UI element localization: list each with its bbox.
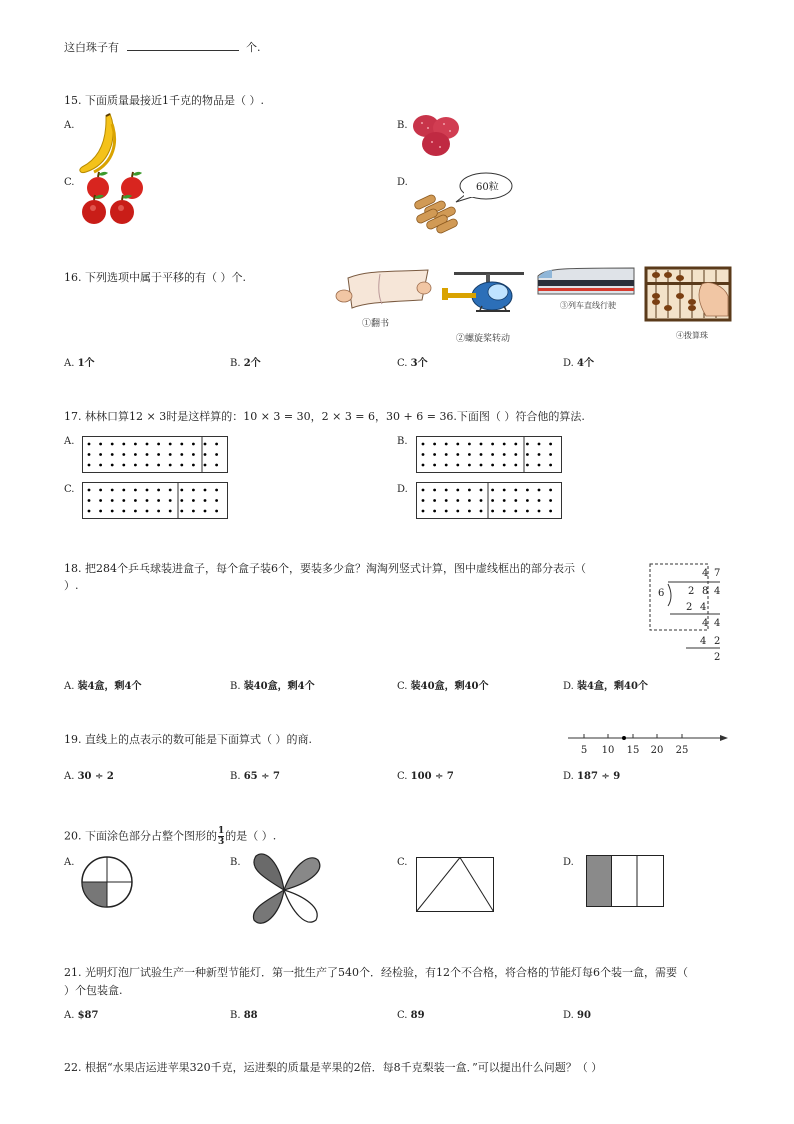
fraction-denominator: 3	[218, 837, 225, 847]
dot	[468, 489, 471, 492]
q21-option-b[interactable]: B. 88	[230, 1010, 258, 1021]
question-15-text: 15. 下面质量最接近1千克的物品是（ ）.	[64, 94, 264, 107]
dot	[549, 453, 552, 456]
dot	[503, 464, 506, 467]
divisor: 6	[658, 588, 665, 599]
dot	[480, 443, 483, 446]
dot	[549, 499, 552, 502]
flip-book-image	[328, 266, 432, 316]
tick-25: 25	[675, 745, 689, 756]
step2-digit-2: 4	[714, 618, 721, 629]
remainder: 2	[714, 652, 721, 663]
dot	[122, 489, 125, 492]
dot	[526, 499, 529, 502]
dot	[122, 443, 125, 446]
dot	[549, 489, 552, 492]
dot	[180, 443, 183, 446]
dot	[204, 443, 207, 446]
question-21-line1: 21. 光明灯泡厂试验生产一种新型节能灯．第一批生产了540个．经检验，有12个不合格，将合格的节能灯每6个装一盒，需要（	[64, 966, 688, 979]
q17-option-c-letter[interactable]: C.	[64, 484, 75, 495]
dot	[122, 453, 125, 456]
dot	[491, 510, 494, 513]
dot	[192, 443, 195, 446]
step3-digit-1: 4	[700, 636, 707, 647]
dot	[111, 464, 114, 467]
dot	[422, 453, 425, 456]
answer-blank[interactable]	[127, 40, 239, 51]
dot	[538, 489, 541, 492]
helicopter-image	[440, 266, 532, 328]
dot	[445, 489, 448, 492]
q19-option-d[interactable]: D. 187 ÷ 9	[563, 771, 621, 782]
dot	[192, 489, 195, 492]
dot	[111, 510, 114, 513]
dot	[204, 510, 207, 513]
dot	[192, 499, 195, 502]
dot	[422, 464, 425, 467]
dot	[111, 489, 114, 492]
step1-digit-1: 2	[686, 602, 693, 613]
q18-option-d[interactable]: D. 装4盒，剩40个	[563, 681, 648, 692]
q18-option-a[interactable]: A. 装4盒，剩4个	[64, 681, 142, 692]
apples-image	[76, 170, 156, 228]
dot	[503, 453, 506, 456]
dot	[468, 510, 471, 513]
dot	[192, 453, 195, 456]
dot	[526, 443, 529, 446]
banana-image	[76, 112, 122, 176]
tick-15: 15	[626, 745, 640, 756]
top-line-suffix: 个.	[246, 41, 261, 54]
dot	[422, 499, 425, 502]
dot-grid-c[interactable]	[82, 482, 228, 520]
dot	[526, 464, 529, 467]
dot	[456, 464, 459, 467]
dot	[491, 489, 494, 492]
dot	[169, 443, 172, 446]
dot	[491, 443, 494, 446]
dot	[180, 464, 183, 467]
dot	[169, 510, 172, 513]
q16-option-b[interactable]: B. 2个	[230, 358, 261, 369]
dot	[204, 499, 207, 502]
dot	[157, 499, 160, 502]
step1-digit-2: 4	[700, 602, 707, 613]
dot	[134, 489, 137, 492]
question-16-text: 16. 下列选项中属于平移的有（ ）个.	[64, 271, 246, 284]
dot	[122, 510, 125, 513]
question-21-line2: ）个包装盒.	[64, 984, 123, 997]
question-18-line1: 18. 把284个乒乓球装进盒子，每个盒子装6个，要装多少盒？淘淘列竖式计算，图中虚线框出的部分表示（	[64, 562, 586, 575]
dot	[514, 489, 517, 492]
dot	[146, 510, 149, 513]
picture-3-label: ③列车直线行驶	[560, 301, 616, 310]
dot	[480, 510, 483, 513]
dot	[88, 499, 91, 502]
dot	[146, 453, 149, 456]
dot	[215, 443, 218, 446]
quotient-digit-2: 7	[714, 568, 721, 579]
dot	[192, 464, 195, 467]
dot	[468, 499, 471, 502]
dot	[180, 489, 183, 492]
fraction-numerator: 1	[218, 826, 225, 836]
dot	[433, 510, 436, 513]
dot	[215, 489, 218, 492]
dot	[549, 464, 552, 467]
dot	[134, 453, 137, 456]
q20-option-a-letter[interactable]: A.	[64, 857, 75, 868]
dot	[111, 499, 114, 502]
dot	[480, 464, 483, 467]
dot	[99, 464, 102, 467]
dot	[549, 510, 552, 513]
q17-option-a-letter[interactable]: A.	[64, 436, 75, 447]
question-20-text: 20. 下面涂色部分占整个图形的 $\frac{1}{3}$ 的是（ ）.	[64, 826, 277, 847]
dot	[526, 489, 529, 492]
step2-digit-1: 4	[702, 618, 709, 629]
dividend-digit-3: 4	[714, 586, 721, 597]
dot	[468, 443, 471, 446]
quotient-digit-1: 4	[702, 568, 709, 579]
bubble-text: 60粒	[476, 182, 499, 193]
tick-10: 10	[601, 745, 615, 756]
dot	[538, 510, 541, 513]
dot	[88, 489, 91, 492]
four-leaf-shape[interactable]	[244, 850, 326, 930]
dot	[146, 499, 149, 502]
red-fruits-image	[410, 112, 466, 158]
q15-option-c-letter[interactable]: C.	[64, 177, 75, 188]
dot	[204, 489, 207, 492]
dot	[99, 499, 102, 502]
dot	[169, 499, 172, 502]
dot	[538, 453, 541, 456]
dividend-digit-1: 2	[688, 586, 695, 597]
dot	[480, 489, 483, 492]
dot	[99, 510, 102, 513]
dot	[215, 464, 218, 467]
dot	[422, 443, 425, 446]
dot	[456, 453, 459, 456]
q16-option-a[interactable]: A. 1个	[64, 358, 95, 369]
dot	[157, 453, 160, 456]
dot	[445, 510, 448, 513]
dot	[88, 453, 91, 456]
dot	[503, 443, 506, 446]
dot	[433, 453, 436, 456]
dot	[526, 510, 529, 513]
q20-option-b-letter[interactable]: B.	[230, 857, 241, 868]
q15-option-b-letter[interactable]: B.	[397, 120, 408, 131]
dot	[122, 499, 125, 502]
dot	[204, 464, 207, 467]
dot	[468, 464, 471, 467]
tick-20: 20	[650, 745, 664, 756]
dot	[491, 453, 494, 456]
dot	[538, 443, 541, 446]
q20-option-d-letter[interactable]: D.	[563, 857, 574, 868]
dot	[215, 499, 218, 502]
dot	[433, 443, 436, 446]
dot	[169, 489, 172, 492]
dot	[456, 499, 459, 502]
dot	[514, 499, 517, 502]
dot	[468, 453, 471, 456]
dot	[169, 453, 172, 456]
q18-option-b[interactable]: B. 装40盒，剩4个	[230, 681, 315, 692]
dot	[169, 464, 172, 467]
dot	[514, 510, 517, 513]
question-18-line2: ）.	[64, 579, 79, 592]
dot	[480, 453, 483, 456]
top-line-prefix: 这白珠子有	[64, 41, 119, 54]
q19-option-b[interactable]: B. 65 ÷ 7	[230, 771, 280, 782]
dot	[215, 510, 218, 513]
dividend-digit-2: 8	[702, 586, 709, 597]
dot	[456, 489, 459, 492]
dot	[433, 489, 436, 492]
picture-1-label: ①翻书	[362, 319, 390, 329]
dot	[146, 464, 149, 467]
dot	[134, 443, 137, 446]
dot	[538, 464, 541, 467]
dot	[503, 499, 506, 502]
dot	[146, 443, 149, 446]
question-19-text: 19. 直线上的点表示的数可能是下面算式（ ）的商.	[64, 733, 312, 746]
dot	[503, 510, 506, 513]
dot	[204, 453, 207, 456]
dot	[514, 464, 517, 467]
dot	[134, 499, 137, 502]
q16-option-c[interactable]: C. 3个	[397, 358, 428, 369]
dot	[480, 499, 483, 502]
dot	[491, 499, 494, 502]
dot	[445, 464, 448, 467]
dot	[180, 510, 183, 513]
q17-option-d-letter[interactable]: D.	[397, 484, 408, 495]
long-division-figure	[646, 562, 730, 668]
dot	[456, 443, 459, 446]
dot	[514, 453, 517, 456]
dot	[514, 443, 517, 446]
picture-2-label: ②螺旋桨转动	[456, 334, 511, 344]
dot	[538, 499, 541, 502]
dot	[445, 453, 448, 456]
dot-grid-b[interactable]	[416, 436, 562, 474]
q15-option-a-letter[interactable]: A.	[64, 120, 75, 131]
dot	[88, 464, 91, 467]
dot	[456, 510, 459, 513]
q16-option-d[interactable]: D. 4个	[563, 358, 594, 369]
q21-option-a[interactable]: A. $87	[64, 1010, 99, 1021]
question-17-text: 17. 林林口算12 × 3时是这样算的：10 × 3 = 30，2 × 3 = 6，30 + 6 = 36.下面图（ ）符合他的算法.	[64, 410, 585, 423]
tick-5: 5	[580, 745, 588, 756]
dot	[146, 489, 149, 492]
dot	[180, 499, 183, 502]
circle-quarter-shape[interactable]	[80, 855, 136, 911]
number-line-point	[622, 736, 626, 740]
q21-option-c[interactable]: C. 89	[397, 1010, 425, 1021]
q20-option-c-letter[interactable]: C.	[397, 857, 408, 868]
dot	[491, 464, 494, 467]
dot	[122, 464, 125, 467]
dot	[526, 453, 529, 456]
dot	[99, 453, 102, 456]
number-line	[566, 728, 730, 758]
top-line	[64, 40, 261, 55]
dot	[433, 464, 436, 467]
q15-option-d-letter[interactable]: D.	[397, 177, 408, 188]
step3-digit-2: 2	[714, 636, 721, 647]
dot	[157, 510, 160, 513]
q17-option-b-letter[interactable]: B.	[397, 436, 408, 447]
question-22-text: 22. 根据“水果店运进苹果320千克，运进梨的质量是苹果的2倍．每8千克梨装一盒．”可以提出什么问题？（ ）	[64, 1061, 603, 1074]
dot	[99, 443, 102, 446]
dot	[503, 489, 506, 492]
q19-option-a[interactable]: A. 30 ÷ 2	[64, 771, 114, 782]
dot	[180, 453, 183, 456]
q21-option-d[interactable]: D. 90	[563, 1010, 591, 1021]
q19-option-c[interactable]: C. 100 ÷ 7	[397, 771, 454, 782]
dot	[99, 489, 102, 492]
dot	[445, 499, 448, 502]
dot-grid-d[interactable]	[416, 482, 562, 520]
dot	[134, 464, 137, 467]
dot-grid-a[interactable]	[82, 436, 228, 474]
dot	[88, 510, 91, 513]
dot	[549, 443, 552, 446]
abacus-image	[644, 266, 732, 324]
dot	[433, 499, 436, 502]
dot	[157, 464, 160, 467]
dot	[111, 443, 114, 446]
rectangle-thirds-shape[interactable]	[586, 855, 666, 909]
dot	[422, 489, 425, 492]
dot	[134, 510, 137, 513]
q18-option-c[interactable]: C. 装40盒，剩40个	[397, 681, 489, 692]
picture-4-label: ④拨算珠	[676, 331, 708, 340]
dot	[157, 489, 160, 492]
dot	[445, 443, 448, 446]
rectangle-triangles-shape[interactable]	[416, 857, 496, 913]
dot	[88, 443, 91, 446]
dot	[422, 510, 425, 513]
dot	[192, 510, 195, 513]
dot	[215, 453, 218, 456]
train-image	[536, 266, 636, 300]
dot	[111, 453, 114, 456]
dot	[157, 443, 160, 446]
